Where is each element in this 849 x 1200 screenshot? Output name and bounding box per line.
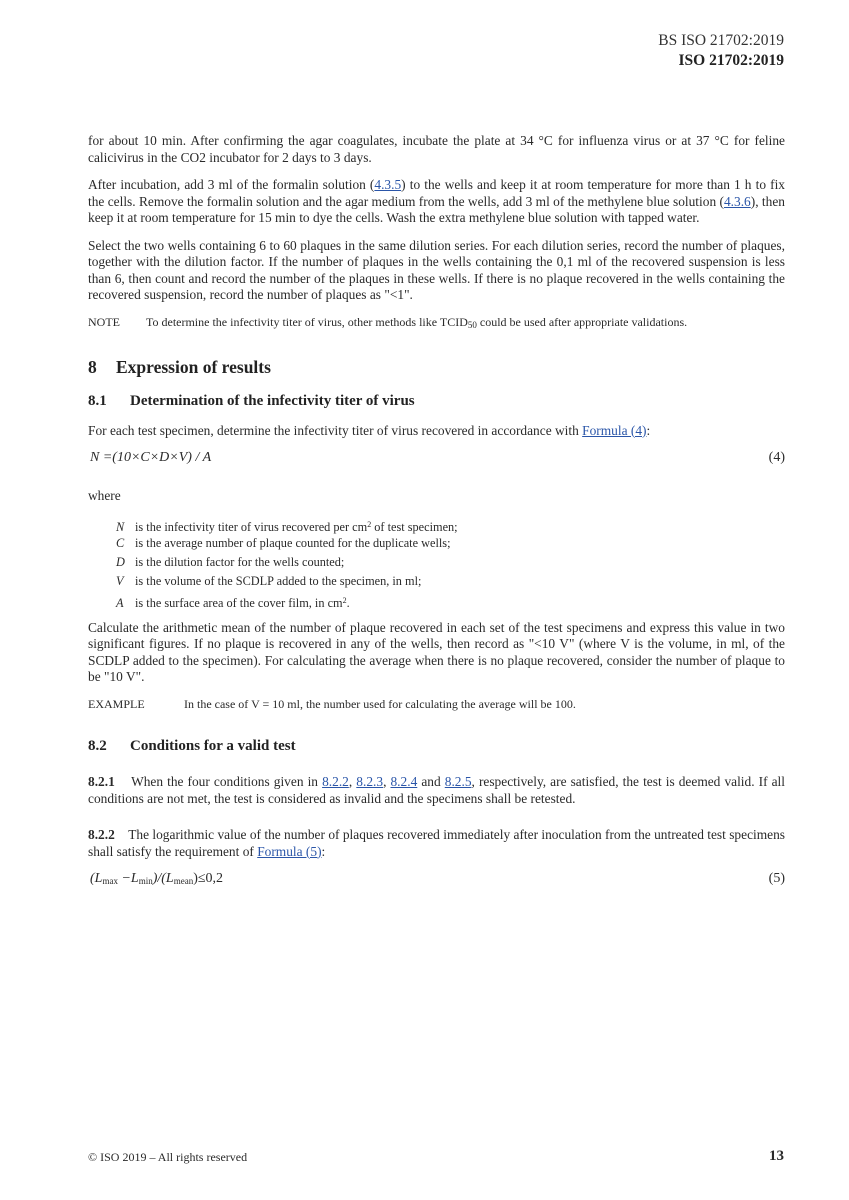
link-8-2-3[interactable]: 8.2.3 — [356, 774, 384, 789]
definition-item: C is the average number of plaque counted for the duplicate wells; — [116, 535, 451, 550]
clause-number: 8.2.1 — [88, 774, 115, 789]
example-label: EXAMPLE — [88, 696, 145, 711]
clause-number: 8.2.2 — [88, 827, 115, 842]
example: EXAMPLE In the case of V = 10 ml, the number used for calculating the average will be 100. — [88, 696, 576, 711]
formula-number: (4) — [768, 450, 785, 465]
link-8-2-4[interactable]: 8.2.4 — [390, 774, 418, 789]
definition-item: D is the dilution factor for the wells counted; — [116, 554, 345, 569]
section-heading-8: 8 Expression of results — [88, 356, 271, 377]
link-formula-4[interactable]: Formula (4) — [582, 422, 647, 438]
definition-item: A is the surface area of the cover film, in $cm^2$. — [116, 595, 350, 610]
paragraph-formula-intro: For each test specimen, determine the infectivity titer of virus recovered in accordance with Formula (4): — [88, 422, 651, 438]
link-4-3-5[interactable]: 4.3.5 — [374, 177, 402, 192]
paragraph-select-wells: Select the two wells containing 6 to 60 plaques in the same dilution series. For each dilution series, record the number of plaques, together with the dilution factor. If the number of plaques in the wells containing the 0,1 ml of the recovered suspension is less than 6, then count and record the number of the plaques in these wells. If there is no plaque recovered in the wells containing the recovered suspension, record the number of plaques as "<1". — [88, 237, 785, 302]
page-body — [88, 133, 785, 909]
header-bs-iso-number: BS ISO 21702:2019 — [658, 32, 784, 49]
definition-item: V is the volume of the SCDLP added to the specimen, in ml; — [116, 573, 422, 588]
clause-8-2-1: 8.2.1 When the four conditions given in 8.2.2, 8.2.3, 8.2.4 and 8.2.5, respectively, are satisfied, the test is deemed valid. If all conditions are not met, the test is considered as invalid and the specimens shall be retested. — [88, 774, 786, 806]
copyright-notice: © ISO 2019 – All rights reserved — [88, 1150, 248, 1164]
paragraph-incubation: for about 10 min. After confirming the agar coagulates, incubate the plate at 34 °C for influenza virus or at 37 °C for feline calicivirus in the CO2 incubator for 2 days to 3 days. — [88, 133, 785, 165]
formula-5: $(L_{max} -L_{min})/(L_{mean})\le 0,2$ (5) — [90, 871, 785, 886]
link-4-3-6[interactable]: 4.3.6 — [723, 193, 751, 209]
section-heading-8-2: 8.2 Conditions for a valid test — [88, 737, 296, 754]
note-label: NOTE — [88, 314, 120, 329]
paragraph-arithmetic-mean: Calculate the arithmetic mean of the number of plaque recovered in each set of the test specimens and express this value in two significant figures. If no plaque is recovered in any of the wells, then record as "<10 V" (where V is the volume, in ml, of the SCDLP added to the specimen). For calculating the average when there is no plaque recovered, consider the number of plaque to be "10 V". — [88, 619, 785, 684]
definition-item: N is the infectivity titer of virus recovered per $cm^2$ of test specimen; — [116, 519, 458, 534]
page-number: 13 — [769, 1148, 784, 1164]
note: NOTE To determine the infectivity titer of virus, other methods like $TCID_{50}$ could be used after appropriate validations. — [88, 314, 688, 330]
link-8-2-2[interactable]: 8.2.2 — [322, 774, 349, 789]
document-header — [658, 31, 784, 71]
page-footer — [88, 1150, 784, 1165]
link-8-2-5[interactable]: 8.2.5 — [444, 774, 472, 789]
where-label: where — [88, 488, 121, 503]
clause-8-2-2: 8.2.2 The logarithmic value of the number of plaques recovered immediately after inoculation from the untreated test specimens shall satisfy the requirement of Formula (5): — [88, 827, 786, 859]
paragraph-fixation: After incubation, add 3 ml of the formalin solution (4.3.5) to the wells and keep it at room temperature for more than 1 h to fix the cells. Remove the formalin solution and the agar medium from the wells, add 3 ml of the methylene blue solution (4.3.6), then keep it at room temperature for 15 min to dye the cells. Wash the extra methylene blue solution with tapped water. — [88, 177, 785, 225]
formula-number: (5) — [768, 871, 785, 886]
variable-definitions — [116, 515, 785, 610]
header-iso-number: ISO 21702:2019 — [678, 52, 784, 69]
formula-4: N =(10×C×D×V) / A (4) — [90, 450, 785, 465]
section-heading-8-1: 8.1 Determination of the infectivity titer of virus — [88, 393, 415, 409]
link-formula-5[interactable]: Formula (5) — [257, 843, 322, 859]
